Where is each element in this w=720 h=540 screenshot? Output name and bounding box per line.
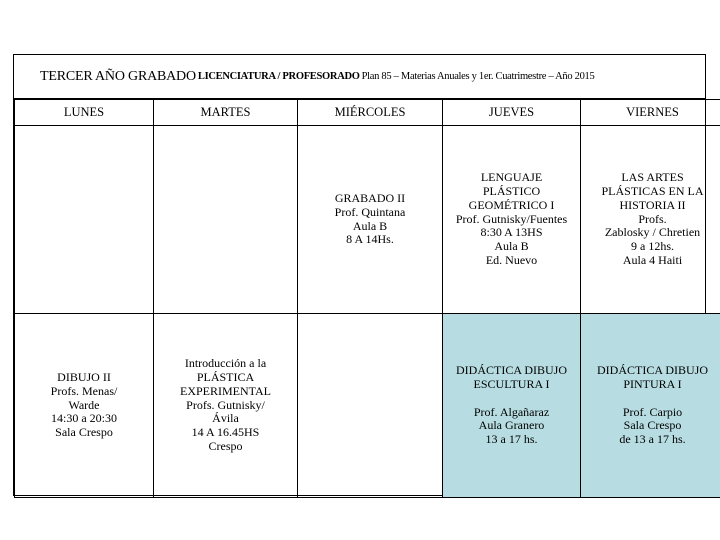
- cell-jueves-afternoon: [443, 314, 581, 498]
- class-lenguaje-plastico: LENGUAJE PLÁSTICO GEOMÉTRICO I Prof. Gutnisky/Fuentes 8:30 A 13HS Aula B Ed. Nuevo: [455, 170, 568, 267]
- class-didactica-escultura: DIDÁCTICA DIBUJO ESCULTURA I: [456, 363, 567, 391]
- class-didactica-pintura-info: Prof. Carpio Sala Crespo de 13 a 17 hs.: [619, 404, 686, 447]
- schedule-row-morning: [15, 126, 720, 314]
- day-miercoles: MIÉRCOLES: [298, 100, 443, 126]
- class-dibujo-ii: DIBUJO II Profs. Menas/ Warde 14:30 a 20:30 Sala Crespo: [50, 370, 118, 440]
- cell-viernes-morning: [581, 126, 720, 314]
- schedule-row-afternoon: [15, 314, 720, 498]
- cell-martes-morning: [154, 126, 298, 314]
- schedule-table: [14, 99, 720, 498]
- cell-lunes-afternoon: [15, 314, 154, 498]
- day-lunes: LUNES: [15, 100, 154, 126]
- day-jueves: JUEVES: [443, 100, 581, 126]
- header-title: TERCER AÑO GRABADO: [40, 68, 196, 84]
- schedule-header: [14, 55, 705, 99]
- day-viernes: VIERNES: [581, 100, 720, 126]
- days-row: [15, 100, 720, 126]
- header-subtitle: LICENCIATURA / PROFESORADO: [197, 71, 360, 82]
- class-plastica-experimental: Introducción a la PLÁSTICA EXPERIMENTAL Profs. Gutnisky/ Ávila 14 A 16.45HS Crespo: [179, 356, 272, 453]
- class-didactica-escultura-info: Prof. Algañaraz Aula Granero 13 a 17 hs.: [473, 404, 550, 447]
- header-plan: Plan 85 – Materias Anuales y 1er. Cuatrimestre – Año 2015: [361, 71, 595, 82]
- class-artes-plasticas: LAS ARTES PLÁSTICAS EN LA HISTORIA II Profs. Zablosky / Chretien 9 a 12hs. Aula 4 Haiti: [601, 170, 704, 267]
- class-didactica-pintura: DIDÁCTICA DIBUJO PINTURA I: [597, 363, 708, 391]
- schedule-frame: [13, 54, 706, 496]
- day-martes: MARTES: [154, 100, 298, 126]
- cell-jueves-morning: [443, 126, 581, 314]
- class-grabado-ii: GRABADO II Prof. Quintana Aula B 8 A 14Hs.: [334, 190, 406, 247]
- cell-viernes-afternoon: [581, 314, 720, 498]
- cell-miercoles-afternoon: [298, 314, 443, 498]
- cell-martes-afternoon: [154, 314, 298, 498]
- cell-lunes-morning: [15, 126, 154, 314]
- cell-miercoles-morning: [298, 126, 443, 314]
